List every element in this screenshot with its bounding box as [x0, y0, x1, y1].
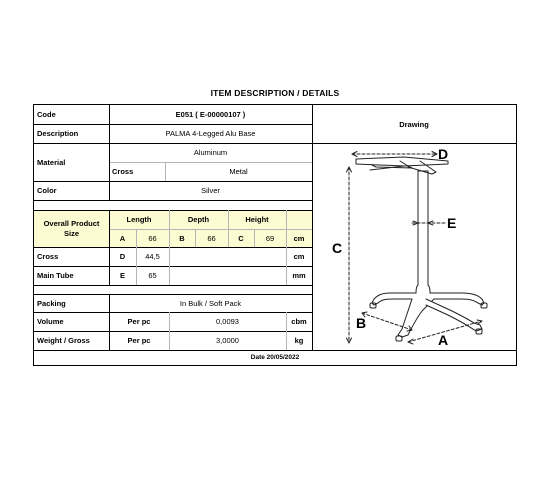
- weight-label: Weight / Gross: [37, 336, 90, 345]
- label-b: B: [356, 315, 367, 331]
- length-value: 66: [148, 233, 157, 243]
- description-label: Description: [37, 129, 79, 138]
- size-label-line1: Overall Product: [43, 218, 100, 228]
- color-label: Color: [37, 186, 57, 195]
- material-label: Material: [37, 157, 66, 167]
- volume-value: 0,0093: [216, 317, 239, 326]
- height-header: Height: [245, 215, 269, 224]
- size-label: [34, 210, 109, 247]
- material-cross-label: Cross: [112, 167, 134, 176]
- date-footer: Date 20/05/2022: [250, 354, 300, 361]
- height-letter: C: [238, 233, 244, 243]
- packing-label: Packing: [37, 298, 66, 308]
- main-tube-unit: mm: [292, 271, 306, 280]
- weight-unit: kg: [294, 336, 304, 345]
- cross-label: Cross: [37, 252, 59, 261]
- cross-letter: D: [119, 252, 126, 261]
- weight-per: Per pc: [127, 336, 151, 345]
- material-cross-value: Metal: [229, 167, 248, 176]
- description-value: PALMA 4-Legged Alu Base: [165, 129, 256, 138]
- length-header: Length: [126, 215, 152, 224]
- drawing-header: Drawing: [399, 119, 429, 129]
- size-label-line2: Size: [63, 228, 79, 238]
- weight-value: 3,0000: [216, 336, 239, 345]
- four-leg-base: [370, 293, 487, 341]
- depth-letter: B: [179, 233, 185, 243]
- length-letter: A: [119, 233, 126, 243]
- label-d: D: [438, 146, 449, 162]
- height-value: 69: [265, 233, 275, 243]
- color-value: Silver: [201, 186, 220, 195]
- depth-header: Depth: [187, 215, 210, 224]
- label-e: E: [447, 215, 457, 231]
- size-unit: cm: [293, 233, 305, 243]
- volume-unit: cbm: [291, 317, 307, 326]
- code-label: Code: [37, 110, 56, 119]
- page-title: ITEM DESCRIPTION / DETAILS: [210, 88, 340, 98]
- material-value: Aluminum: [193, 148, 228, 157]
- cross-top: [356, 157, 448, 174]
- item-details-table: [33, 104, 517, 366]
- cross-unit: cm: [293, 252, 305, 261]
- table-base-drawing: [312, 143, 516, 350]
- code-value: E051 ( E-00000107 ): [175, 110, 246, 119]
- cross-value: 44,5: [145, 252, 160, 261]
- label-c: C: [332, 240, 343, 256]
- main-tube-label: Main Tube: [37, 271, 74, 280]
- main-tube-letter: E: [119, 271, 125, 280]
- packing-value: In Bulk / Soft Pack: [179, 298, 242, 308]
- main-tube-value: 65: [148, 271, 157, 280]
- volume-per: Per pc: [127, 317, 151, 326]
- volume-label: Volume: [37, 317, 64, 326]
- depth-value: 66: [207, 233, 216, 243]
- main-tube: [416, 171, 430, 293]
- label-a: A: [438, 332, 449, 348]
